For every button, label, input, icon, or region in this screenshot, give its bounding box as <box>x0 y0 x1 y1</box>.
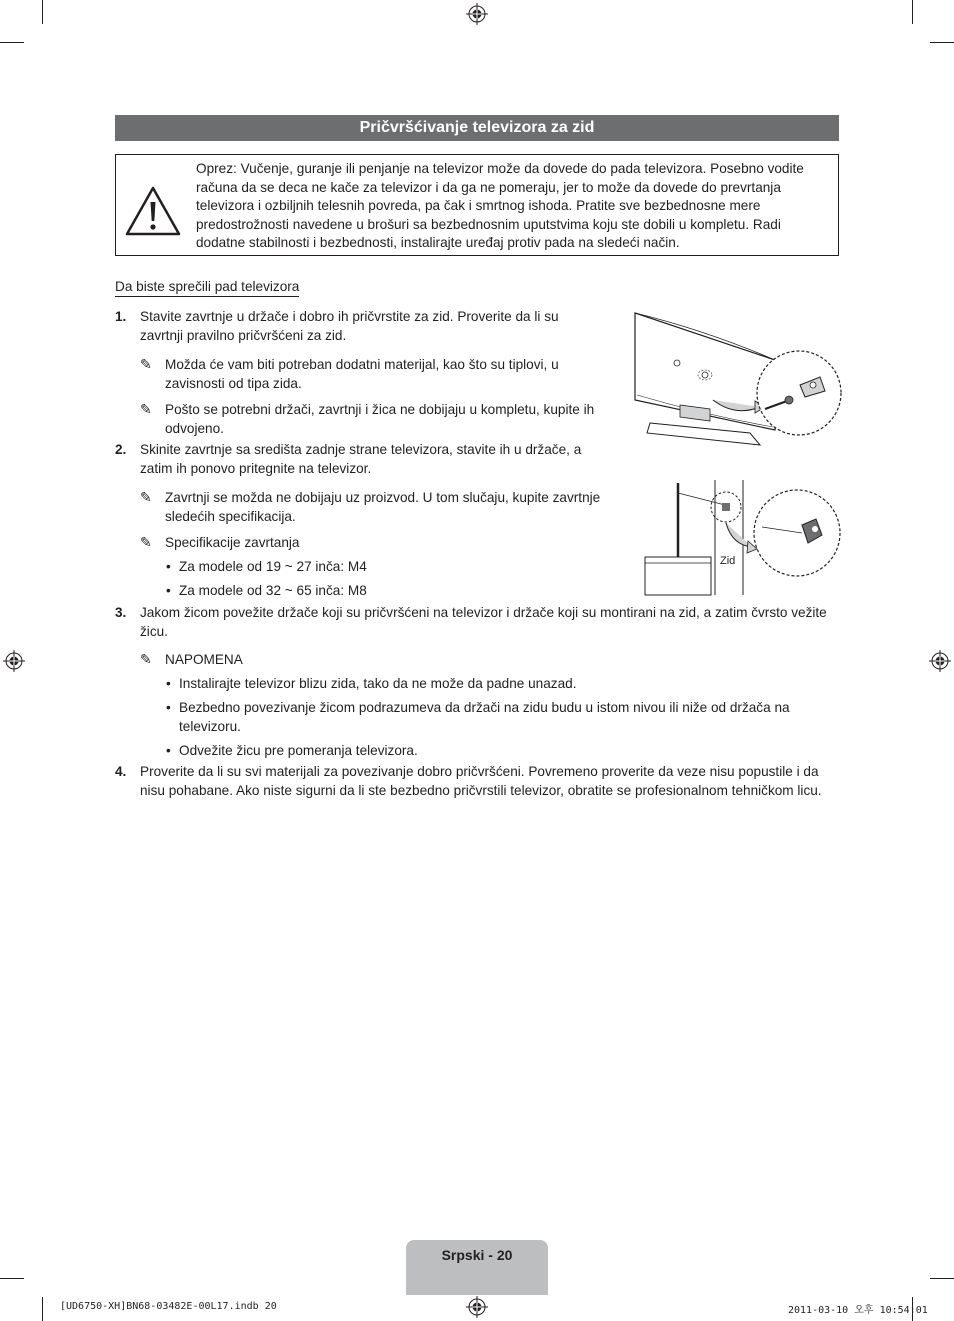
pencil-note-icon: ✎ <box>140 401 152 417</box>
step-number: 3. <box>115 605 127 620</box>
wall-mount-illustration <box>640 475 845 597</box>
note-text: Pošto se potrebni držači, zavrtnji i žica ne dobijaju u kompletu, kupite ih odvojeno. <box>165 402 595 436</box>
list-item: Bezbedno povezivanje žicom podrazumeva da držači na zidu budu u istom nivou ili niže od držača na televizoru. <box>179 700 790 734</box>
note-text: Možda će vam biti potreban dodatni materijal, kao što su tiplovi, u zavisnosti od tipa zida. <box>165 357 559 391</box>
crop-mark <box>0 1278 24 1279</box>
crop-mark <box>0 42 24 43</box>
registration-mark-icon <box>3 650 25 672</box>
wall-label: Zid <box>720 555 736 567</box>
registration-mark-icon <box>466 3 488 25</box>
tv-bracket-illustration <box>625 305 845 455</box>
bullet-marker: • <box>166 559 171 574</box>
list-item: Za modele od 19 ~ 27 inča: M4 <box>179 559 367 574</box>
bullet-marker: • <box>166 743 171 758</box>
crop-mark <box>42 1297 43 1321</box>
print-slug: [UD6750-XH]BN68-03482E-00L17.indb 20 <box>60 1301 277 1312</box>
subheading: Da biste sprečili pad televizora <box>115 278 299 297</box>
step-number: 2. <box>115 442 127 457</box>
step-number: 1. <box>115 309 127 324</box>
step-number: 4. <box>115 764 127 779</box>
pencil-note-icon: ✎ <box>140 489 152 505</box>
step-text: Jakom žicom povežite držače koji su pričvršćeni na televizor i držače koji su montirani na zid, a zatim čvrsto vežite žicu. <box>140 605 827 639</box>
bullet-marker: • <box>166 676 171 691</box>
registration-mark-icon <box>466 1296 488 1318</box>
step-text: Skinite zavrtnje sa središta zadnje strane televizora, stavite ih u držače, a zatim ih ponovo pritegnite na televizor. <box>140 442 582 476</box>
crop-mark <box>930 42 954 43</box>
pencil-note-icon: ✎ <box>140 651 152 667</box>
warning-triangle-icon <box>124 185 182 237</box>
crop-mark <box>42 0 43 24</box>
page-number: Srpski - 20 <box>441 1247 513 1263</box>
section-title: Pričvršćivanje televizora za zid <box>115 115 839 141</box>
note-text: Specifikacije zavrtanja <box>165 535 300 550</box>
caution-text <box>196 160 831 253</box>
step-text: Proverite da li su svi materijali za povezivanje dobro pričvršćeni. Povremeno proverite da veze nisu popustile i da nisu pohabane. Ako niste sigurni da li ste bezbedno pričvrstili televizor, obratite se profesionalnom tehničkom licu. <box>140 764 822 798</box>
caution-body: : Vučenje, guranje ili penjanje na televizor može da dovede do pada televizora. Posebno vodite računa da se deca ne kače za televizor i da ga ne pomeraju, jer to može da dovede do prevrtanja televizora i ozbiljnih telesnih povreda, pa čak i smrtnog ishoda. Pratite sve bezbednosne mere predostrožnosti navedene u brošuri sa bezbednosnim uputstvima koju ste dobili u kompletu. Radi dodatne stabilnosti i bezbednosti, instalirajte uređaj protiv pada na sledeći način. <box>196 161 804 251</box>
caution-label: Oprez <box>196 161 234 176</box>
list-item: Odvežite žicu pre pomeranja televizora. <box>179 743 418 758</box>
registration-mark-icon <box>929 650 951 672</box>
bullet-marker: • <box>166 700 171 715</box>
crop-mark <box>912 0 913 24</box>
pencil-note-icon: ✎ <box>140 534 152 550</box>
pencil-note-icon: ✎ <box>140 356 152 372</box>
bullet-marker: • <box>166 583 171 598</box>
note-text: Zavrtnji se možda ne dobijaju uz proizvod. U tom slučaju, kupite zavrtnje sledećih specifikacija. <box>165 490 601 524</box>
step-text: Stavite zavrtnje u držače i dobro ih pričvrstite za zid. Proverite da li su zavrtnji pravilno pričvršćeni za zid. <box>140 309 559 343</box>
note-heading: NAPOMENA <box>165 652 243 667</box>
list-item: Za modele od 32 ~ 65 inča: M8 <box>179 583 367 598</box>
caution-box <box>115 154 839 256</box>
crop-mark <box>930 1278 954 1279</box>
print-timestamp: 2011-03-10 오후 10:54:01 <box>788 1305 928 1316</box>
list-item: Instalirajte televizor blizu zida, tako da ne može da padne unazad. <box>179 676 577 691</box>
